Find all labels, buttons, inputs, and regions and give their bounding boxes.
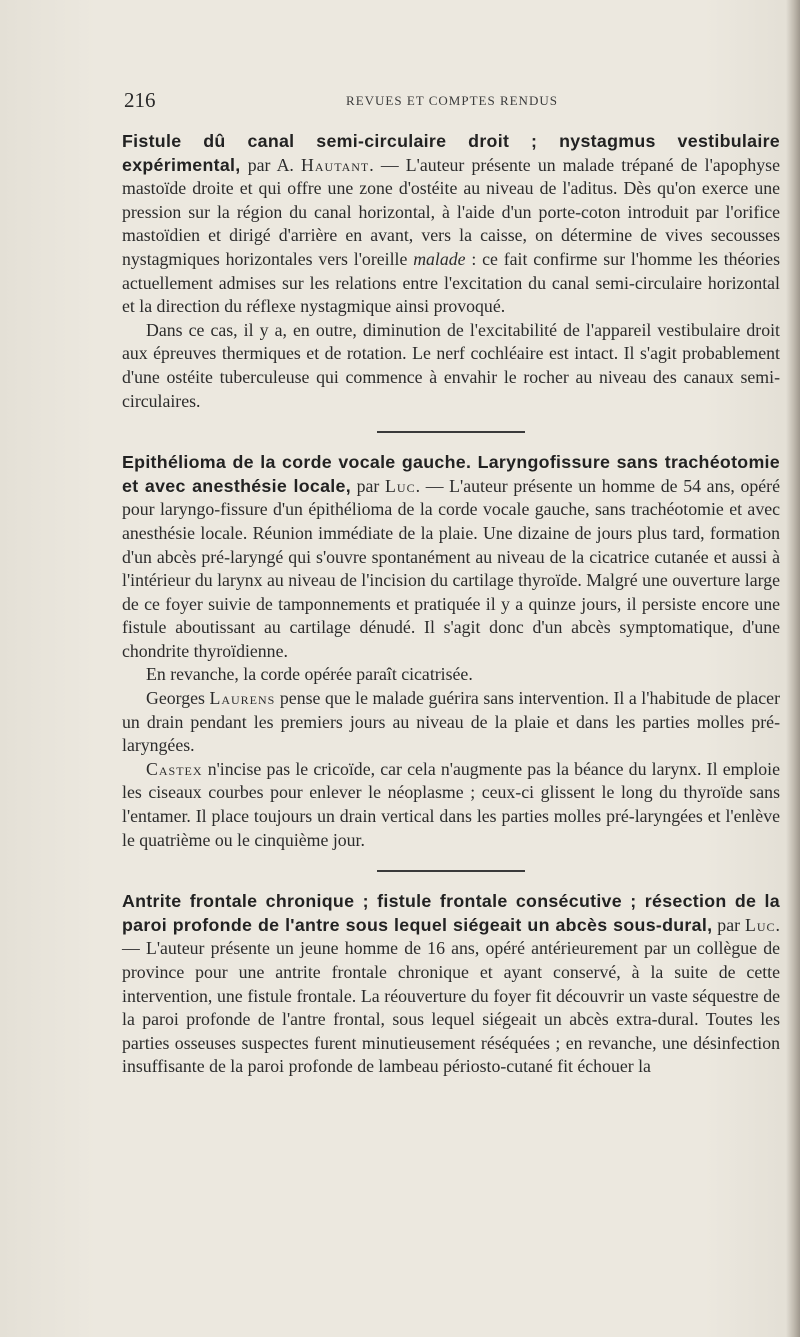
paragraph-text: . — L'auteur présente un homme de 54 ans, opéré pour laryngo-fissure d'un épithélioma de la corde vocale gauche, sans trachéotomie et avec anesthésie locale. Réunion immédiate de la plaie. Une dizaine de jours plus tard, formation d'un abcès pré-laryngé qui s'ouvre spontanément au niveau de la cicatrice cutanée et aussi à l'intérieur du larynx au niveau de l'incision du cartilage thyroïde. Malgré une ouverture large de ce foyer suivie de tamponnements et pratiquée il y a quinze jours, il persiste encore une fistule aboutissant au cartilage dénudé. Il s'agit donc d'un abcès symptomatique, d'une chondrite thyroïdienne. bbox=[122, 475, 780, 661]
page-content bbox=[122, 130, 780, 1079]
paragraph-text: . — L'auteur présente un malade trépané de l'apophyse mastoïde droite et qui offre une zone d'ostéite au niveau de l'aditus. Dès qu'on exerce une pression sur la région du canal horizontal, à l'aide d'un porte-coton introduit par l'orifice mastoïdien et dirigé d'arrière en avant, vers la caisse, on détermine de vives secousses nystagmiques horizontales vers l'oreille bbox=[122, 154, 780, 269]
paragraph bbox=[122, 130, 780, 319]
paragraph: Dans ce cas, il y a, en outre, diminution de l'excitabilité de l'appareil vestibulaire droit aux épreuves thermiques et de rotation. Le nerf cochléaire est intact. Il s'agit probablement d'une ostéite tuberculeuse qui commence à envahir le rocher au niveau des canaux semi-circulaires. bbox=[122, 319, 780, 411]
page-edge-shadow bbox=[786, 0, 800, 1337]
section-epithelioma bbox=[122, 451, 780, 852]
paragraph bbox=[122, 890, 780, 1079]
paragraph-text: pense que le malade guérira sans intervention. Il a l'habitude de placer un drain pendant les premiers jours au niveau de la plaie et dans les parties molles pré-laryngées. bbox=[122, 688, 780, 756]
paragraph bbox=[122, 758, 780, 852]
paragraph-text: . — L'auteur présente un jeune homme de 16 ans, opéré antérieurement par un collègue de province pour une antrite frontale chronique et ayant conservé, à la suite de cette intervention, une fistule frontale. La réouverture du foyer fit découvrir un vaste séquestre de la paroi profonde de l'antre frontal, sous lequel siégeait un abcès extra-dural. Toutes les parties osseuses suspectes furent minutieusement réséquées ; en revanche, une désinfection insuffisante de la paroi profonde de lambeau périosto-cutané fit échouer la bbox=[122, 914, 780, 1077]
emphasis-text: malade bbox=[413, 248, 466, 269]
paragraph-text: n'incise pas le cricoïde, car cela n'augmente pas la béance du larynx. Il emploie les ciseaux courbes pour enlever le néoplasme ; ceux-ci glissent le long du thyroïde sans l'entamer. Il place toujours un drain vertical dans les parties molles pré-laryngées et l'enlève le quatrième ou le cinquième jour. bbox=[122, 758, 780, 850]
section-title: Antrite frontale chronique ; fistule frontale consécutive ; résection de la paroi profonde de l'antre sous lequel siégeait un abcès sous-dural, bbox=[122, 891, 780, 935]
paragraph bbox=[122, 451, 780, 663]
section-antrite bbox=[122, 890, 780, 1079]
paragraph-text: Georges bbox=[146, 688, 210, 709]
section-divider bbox=[377, 870, 525, 872]
author-name: Laurens bbox=[209, 688, 276, 709]
paragraph bbox=[122, 687, 780, 758]
page-header bbox=[124, 88, 780, 118]
section-divider bbox=[377, 431, 525, 433]
author-name: Hautant bbox=[301, 154, 370, 175]
section-title: Epithélioma de la corde vocale gauche. Laryngofissure sans trachéotomie et avec anesthésie locale, bbox=[122, 452, 780, 496]
author-prefix: par bbox=[350, 475, 386, 496]
author-name: Luc bbox=[385, 475, 416, 496]
paragraph-text: : ce fait confirme sur l'homme les théories actuellement admises sur les relations entre l'excitation du canal semi-circulaire horizontal et la direction du réflexe nystagmique ainsi provoqué. bbox=[122, 248, 780, 317]
author-name: Castex bbox=[146, 758, 203, 779]
section-title: Fistule dû canal semi-circulaire droit ; nystagmus vestibulaire expérimental, bbox=[122, 131, 780, 175]
paragraph: En revanche, la corde opérée paraît cicatrisée. bbox=[146, 664, 473, 685]
running-head: REVUES ET COMPTES RENDUS bbox=[346, 93, 558, 108]
section-fistule bbox=[122, 130, 780, 413]
author-prefix: par bbox=[712, 914, 745, 935]
author-prefix: par A. bbox=[240, 154, 302, 175]
author-name: Luc bbox=[744, 914, 776, 935]
page-number: 216 bbox=[124, 88, 156, 112]
